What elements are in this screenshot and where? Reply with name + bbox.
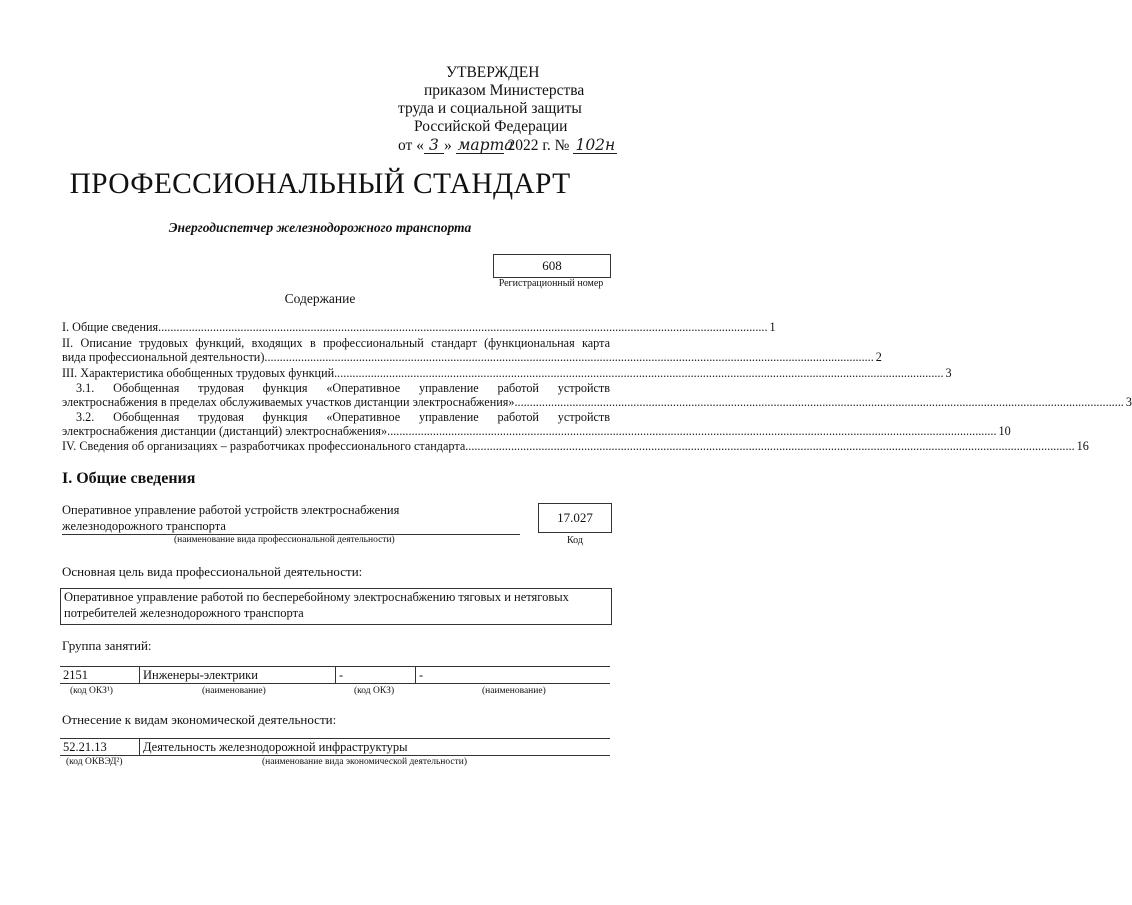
toc-page: 16 bbox=[1076, 439, 1089, 453]
toc-item-cont[interactable] bbox=[62, 350, 882, 364]
activity-caption: (наименование вида профессиональной деятельности) bbox=[174, 535, 395, 545]
goal-text-line2: потребителей железнодорожного транспорта bbox=[64, 606, 304, 620]
registration-number-label: Регистрационный номер bbox=[498, 278, 604, 289]
date-mid: » bbox=[443, 137, 452, 154]
date-prefix: от « bbox=[398, 137, 424, 154]
toc-item-text: электроснабжения дистанции (дистанций) электроснабжения» bbox=[62, 424, 388, 438]
toc-dots: ........................................................................................................................................................................................................ bbox=[158, 320, 768, 334]
toc-page: 10 bbox=[998, 424, 1011, 438]
toc-dots: ........................................................................................................................................................................................................ bbox=[514, 395, 1124, 409]
group-name: Инженеры-электрики bbox=[140, 667, 336, 683]
toc-item-text: IV. Сведения об организациях – разработчиках профессионального стандарта bbox=[62, 439, 466, 453]
econ-label: Отнесение к видам экономической деятельности: bbox=[62, 712, 337, 727]
toc-dots: ........................................................................................................................................................................................................ bbox=[387, 424, 997, 438]
group-caption-code: (код ОКЗ¹) bbox=[70, 686, 113, 696]
toc-item-text: электроснабжения в пределах обслуживаемых участков дистанции электроснабжения» bbox=[62, 395, 515, 409]
econ-code: 52.21.13 bbox=[60, 739, 140, 755]
activity-name-line2: железнодорожного транспорта bbox=[62, 519, 226, 533]
approval-block bbox=[0, 0, 640, 170]
activity-name-line1: Оперативное управление работой устройств электроснабжения bbox=[62, 503, 400, 517]
goal-label: Основная цель вида профессиональной деятельности: bbox=[62, 564, 363, 579]
toc-heading: Содержание bbox=[284, 291, 356, 306]
date-day: 3 bbox=[424, 137, 444, 154]
section-heading: I. Общие сведения bbox=[62, 470, 196, 487]
econ-caption-name: (наименование вида экономической деятельности) bbox=[262, 757, 467, 767]
approval-date-line bbox=[398, 137, 617, 155]
econ-row bbox=[60, 738, 610, 756]
toc-item-text: III. Характеристика обобщенных трудовых функций bbox=[62, 366, 335, 380]
toc-item-cont[interactable] bbox=[62, 424, 1011, 438]
document-title: ПРОФЕССИОНАЛЬНЫЙ СТАНДАРТ bbox=[69, 168, 571, 200]
activity-code-label: Код bbox=[567, 535, 583, 546]
approval-country: Российской Федерации bbox=[414, 118, 568, 135]
group-label: Группа занятий: bbox=[62, 638, 152, 653]
toc-item[interactable] bbox=[62, 320, 776, 334]
toc-item[interactable]: 3.1. Обобщенная трудовая функция «Оперативное управление работой устройств bbox=[76, 381, 610, 395]
group-code-okz-2: - bbox=[336, 667, 416, 683]
toc-item-cont[interactable] bbox=[62, 395, 1132, 409]
toc-page: 2 bbox=[875, 350, 882, 364]
order-number: 102н bbox=[573, 137, 617, 154]
activity-code-box: 17.027 bbox=[538, 503, 612, 533]
group-caption-code-2: (код ОКЗ) bbox=[354, 686, 395, 696]
goal-text-line1: Оперативное управление работой по бесперебойному электроснабжению тяговых и нетяговых bbox=[64, 590, 569, 604]
group-name-2: - bbox=[419, 668, 424, 682]
approval-ministry: труда и социальной защиты bbox=[398, 100, 582, 117]
date-year: 2022 г. № bbox=[507, 137, 570, 154]
toc-item[interactable] bbox=[62, 366, 952, 380]
toc-dots: ........................................................................................................................................................................................................ bbox=[334, 366, 944, 380]
group-code-okz: 2151 bbox=[60, 667, 140, 683]
econ-caption-code: (код ОКВЭД²) bbox=[66, 757, 123, 767]
group-caption-name: (наименование) bbox=[202, 686, 266, 696]
toc-page: 3 bbox=[1125, 395, 1132, 409]
toc-item[interactable]: 3.2. Обобщенная трудовая функция «Оперативное управление работой устройств bbox=[76, 410, 610, 424]
toc-dots: ........................................................................................................................................................................................................ bbox=[465, 439, 1075, 453]
toc-item[interactable] bbox=[62, 439, 1089, 453]
approval-order-of: приказом Министерства bbox=[424, 82, 585, 99]
toc-item-text: I. Общие сведения bbox=[62, 320, 159, 334]
toc-page: 3 bbox=[945, 366, 952, 380]
approval-approved: УТВЕРЖДЕН bbox=[446, 64, 540, 81]
toc-dots: ........................................................................................................................................................................................................ bbox=[264, 350, 874, 364]
date-month: марта bbox=[457, 136, 514, 154]
toc-item-text: вида профессиональной деятельности) bbox=[62, 350, 265, 364]
econ-name: Деятельность железнодорожной инфраструктуры bbox=[143, 740, 408, 754]
standard-name: Энергодиспетчер железнодорожного транспорта bbox=[168, 220, 472, 235]
group-row bbox=[60, 666, 610, 684]
toc-page: 1 bbox=[769, 320, 776, 334]
toc-item[interactable]: II. Описание трудовых функций, входящих в профессиональный стандарт (функциональная карта bbox=[62, 336, 610, 350]
group-caption-name-2: (наименование) bbox=[482, 686, 546, 696]
registration-number-box: 608 bbox=[493, 254, 611, 278]
goal-box bbox=[60, 588, 612, 625]
